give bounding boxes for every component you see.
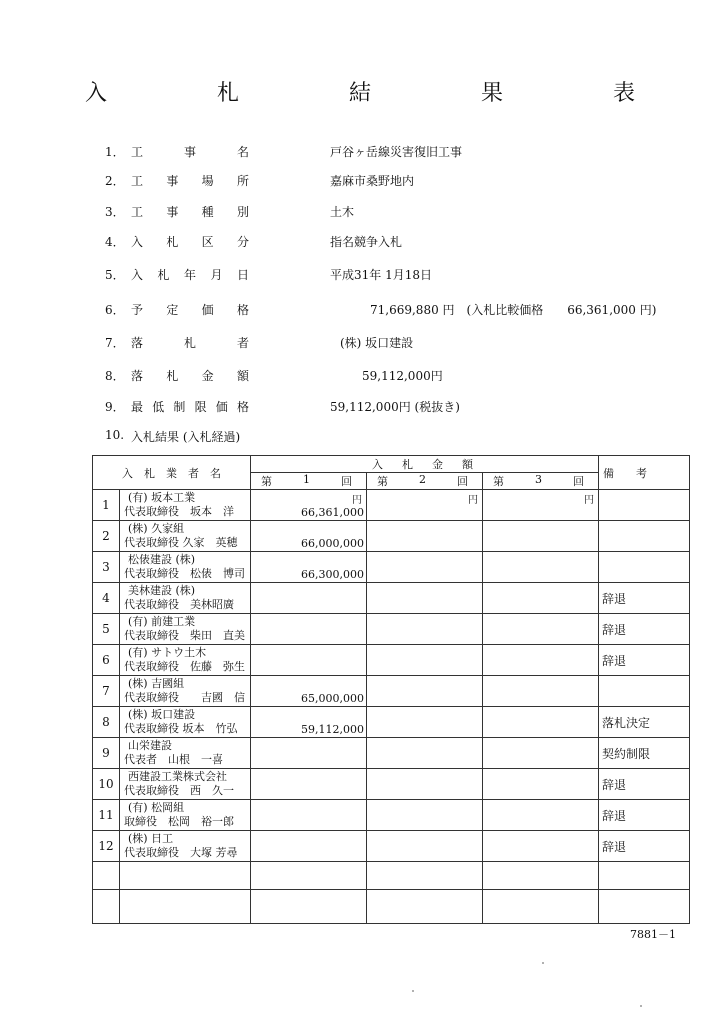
info-number: 1． [105, 145, 125, 159]
row-number: 1 [93, 490, 120, 521]
info-number: 6． [105, 303, 125, 317]
round-1-amount: 59,112,000 [251, 707, 367, 738]
round-2-amount [367, 831, 483, 862]
table-row [93, 583, 690, 614]
bidder-cell: 西建設工業株式会社 代表取締役 西 久一 [120, 769, 251, 800]
info-value: 59,112,000円 [362, 369, 443, 383]
round-3-amount [483, 614, 599, 645]
table-row [93, 614, 690, 645]
round-3-amount [483, 676, 599, 707]
remark-cell: 辞退 [599, 583, 690, 614]
info-label: 工 事 場 所 [131, 174, 249, 188]
round-3-amount [483, 645, 599, 676]
info-value: 指名競争入札 [330, 235, 403, 249]
round-2-amount [367, 552, 483, 583]
info-label: 入札結果 (入札経過) [131, 430, 241, 444]
round-3-amount [483, 583, 599, 614]
round-2-amount [367, 769, 483, 800]
bidder-cell: (株) 坂口建設 代表取締役 坂本 竹弘 [120, 707, 251, 738]
row-number: 5 [93, 614, 120, 645]
info-number: 7． [105, 336, 125, 350]
round-3-amount [483, 521, 599, 552]
table-row [93, 645, 690, 676]
remark-cell: 辞退 [599, 614, 690, 645]
table-row [93, 676, 690, 707]
round-1-amount: 円 66,361,000 [251, 490, 367, 521]
round-1-amount [251, 645, 367, 676]
round-3-amount [483, 831, 599, 862]
document-code: 7881－1 [630, 928, 676, 941]
table-row [93, 707, 690, 738]
table-row [93, 490, 690, 521]
remark-cell: 辞退 [599, 769, 690, 800]
row-number: 9 [93, 738, 120, 769]
row-number: 10 [93, 769, 120, 800]
table-row [93, 831, 690, 862]
round-3-amount [483, 738, 599, 769]
info-label: 工 事 名 [131, 145, 249, 159]
round-2-amount [367, 521, 483, 552]
round-1-amount [251, 738, 367, 769]
info-value: 嘉麻市桑野地内 [330, 174, 415, 188]
remark-cell [599, 552, 690, 583]
round-2-header: 第 2 回 [367, 473, 483, 490]
remarks-header: 備 考 [599, 456, 690, 490]
round-2-amount [367, 645, 483, 676]
bidder-name-header: 入 札 業 者 名 [93, 456, 251, 490]
bidder-cell: (有) サトウ土木 代表取締役 佐藤 弥生 [120, 645, 251, 676]
info-label: 入 札 年 月 日 [131, 268, 249, 282]
round-1-amount [251, 769, 367, 800]
bidder-cell: 松俵建設 (株) 代表取締役 松俵 博司 [120, 552, 251, 583]
bidder-cell: (有) 松岡組 取締役 松岡 裕一郎 [120, 800, 251, 831]
round-1-header: 第 1 回 [251, 473, 367, 490]
remark-cell: 契約制限 [599, 738, 690, 769]
round-3-amount [483, 552, 599, 583]
remark-cell: 辞退 [599, 800, 690, 831]
row-number: 11 [93, 800, 120, 831]
bidder-cell: (株) 日工 代表取締役 大塚 芳尋 [120, 831, 251, 862]
remark-cell [599, 676, 690, 707]
round-2-amount [367, 583, 483, 614]
round-2-amount [367, 676, 483, 707]
bidder-cell: (有) 前建工業 代表取締役 柴田 直美 [120, 614, 251, 645]
round-3-amount [483, 707, 599, 738]
info-value: 59,112,000円 (税抜き) [330, 400, 460, 414]
info-value: 平成31年 1月18日 [330, 268, 432, 282]
bidder-cell: 美林建設 (株) 代表取締役 美林昭廣 [120, 583, 251, 614]
info-value: (株) 坂口建設 [340, 336, 414, 350]
info-number: 4． [105, 235, 125, 249]
round-2-amount [367, 738, 483, 769]
round-2-amount [367, 614, 483, 645]
round-1-amount [251, 800, 367, 831]
info-label: 予 定 価 格 [131, 303, 249, 317]
info-number: 2． [105, 174, 125, 188]
info-number: 10. [105, 428, 125, 442]
info-value: 土木 [330, 205, 355, 219]
remark-cell: 落札決定 [599, 707, 690, 738]
round-1-amount [251, 614, 367, 645]
info-label: 落 札 者 [131, 336, 249, 350]
bidder-cell: (株) 久家組 代表取締役 久家 英穂 [120, 521, 251, 552]
info-label: 落 札 金 額 [131, 369, 249, 383]
empty-row [93, 862, 690, 890]
table-row [93, 800, 690, 831]
table-row [93, 521, 690, 552]
round-3-amount [483, 769, 599, 800]
table-row [93, 552, 690, 583]
table-row [93, 769, 690, 800]
info-value: 戸谷ヶ岳線災害復旧工事 [330, 145, 463, 159]
round-3-amount [483, 800, 599, 831]
round-1-amount: 66,000,000 [251, 521, 367, 552]
table-row [93, 738, 690, 769]
remark-cell: 辞退 [599, 645, 690, 676]
round-1-amount: 66,300,000 [251, 552, 367, 583]
row-number: 8 [93, 707, 120, 738]
round-1-amount: 65,000,000 [251, 676, 367, 707]
row-number: 4 [93, 583, 120, 614]
info-number: 3． [105, 205, 125, 219]
round-3-amount: 円 [483, 490, 599, 521]
remark-cell [599, 490, 690, 521]
round-1-amount [251, 831, 367, 862]
bidder-cell: (株) 吉國組 代表取締役 吉國 信 [120, 676, 251, 707]
info-number: 5． [105, 268, 125, 282]
round-2-amount [367, 800, 483, 831]
row-number: 2 [93, 521, 120, 552]
round-3-header: 第 3 回 [483, 473, 599, 490]
info-label: 入 札 区 分 [131, 235, 249, 249]
round-1-amount [251, 583, 367, 614]
bidder-cell: (有) 坂本工業 代表取締役 坂本 洋 [120, 490, 251, 521]
empty-row [93, 890, 690, 924]
remark-cell [599, 521, 690, 552]
bid-results-table [92, 455, 690, 924]
info-label: 最 低 制 限 価 格 [131, 400, 249, 414]
row-number: 3 [93, 552, 120, 583]
row-number: 12 [93, 831, 120, 862]
page-title: 入 札 結 果 表 [84, 81, 679, 106]
bidder-cell: 山栄建設 代表者 山根 一喜 [120, 738, 251, 769]
info-number: 9． [105, 400, 125, 414]
round-2-amount [367, 707, 483, 738]
info-label: 工 事 種 別 [131, 205, 249, 219]
row-number: 6 [93, 645, 120, 676]
row-number: 7 [93, 676, 120, 707]
bid-amount-header: 入 札 金 額 [251, 456, 599, 473]
info-value: 71,669,880 円 (入札比較価格 66,361,000 円) [370, 303, 657, 317]
round-2-amount: 円 [367, 490, 483, 521]
info-number: 8． [105, 369, 125, 383]
remark-cell: 辞退 [599, 831, 690, 862]
